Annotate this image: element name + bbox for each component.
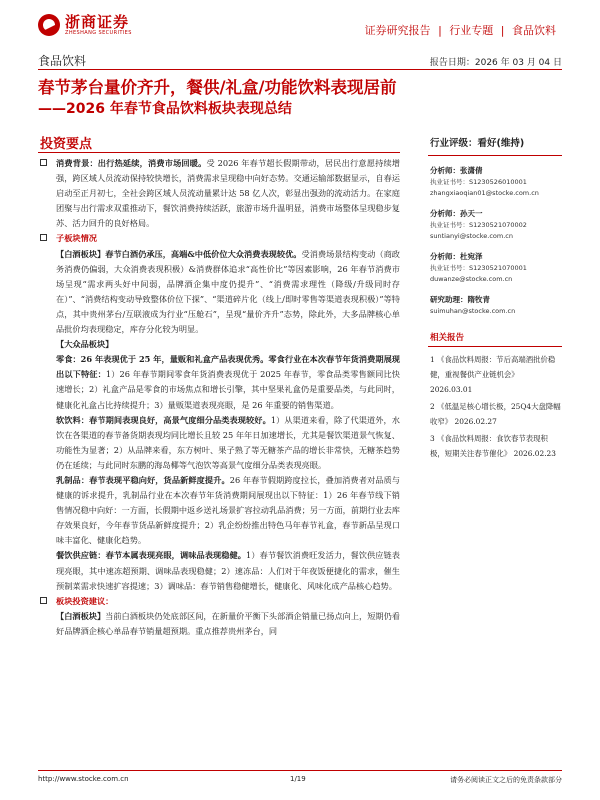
analyst-card (428, 156, 562, 199)
paragraph-text: 26 年春节假期跨度拉长，叠加消费者对品质与健康的诉求提升，乳制品行业在本次春节年货消费期间展现出以下特征：1）26 年春节线下销售情况稳中向好：一方面，长假期中返乡送礼场景扩容拉动乳品消费；另一方面，前期行业去库存效果良好，今年春节货品新鲜度提升；2）乳企纷纷推出特色马年春节礼盒，春节新品呈现口味丰富化、健康化趋势。 (56, 474, 400, 546)
paragraph-dairy (38, 473, 400, 548)
related-report-item[interactable]: 3 《食品饮料周报：食饮春节表现积极，短期关注春节催化》 2026.02.23 (430, 434, 556, 458)
paragraph-tag: 【大众品板块】 (56, 339, 114, 350)
analyst-name: 分析师：杜宛泽 (430, 252, 483, 261)
analyst-email[interactable]: suntianyi@stocke.com.cn (430, 232, 513, 240)
paragraph-investment-advice (38, 609, 400, 639)
paragraph-mass-consumer-tag (38, 337, 400, 352)
logo-chinese-name: 浙商证券 (65, 13, 130, 31)
nav-report-kind: 行业专题 (449, 24, 494, 37)
sidebar (428, 133, 562, 463)
page-header (0, 0, 600, 40)
analyst-card (428, 242, 562, 285)
paragraph-snacks (38, 352, 400, 412)
page-number: 1/19 (290, 775, 306, 783)
nav-separator: | (500, 24, 505, 37)
nav-sector: 食品饮料 (512, 24, 556, 37)
checkbox-bullet-icon (40, 234, 47, 241)
paragraph-tag: 【白酒板块】 (56, 248, 106, 259)
analyst-card (428, 199, 562, 242)
paragraph-text: 当前白酒板块仍处底部区间，在新量价平衡下头部酒企销量已扬点向上，短期仍看好品牌酒企核心单品春节销量超预期。重点推荐贵州茅台，同 (56, 610, 400, 636)
logo-english-name: ZHESHANG SECURITIES (65, 30, 132, 36)
report-title: 春节茅台量价齐升，餐供/礼盒/功能饮料表现居前 (38, 78, 397, 97)
paragraph-lead: 软饮料：春节期间表现良好，高景气度细分品类表现较好。 (56, 414, 271, 425)
paragraph-tag: 【白酒板块】 (56, 610, 106, 621)
logo-mark-icon (38, 14, 60, 36)
analyst-email[interactable]: suimuhan@stocke.com.cn (430, 307, 516, 315)
sector-label: 食品饮料 (38, 54, 87, 68)
subsection-title: 板块投资建议： (56, 595, 114, 606)
paragraph-text: 受消费场景结构变动（商政务消费仍偏弱，大众消费表现积极）&消费群体追求“高性价比”等因素影响，26 年春节消费市场呈现“需求两头好中间弱，品牌酒企集中度仍提升”、“消费需求理性（降级/升级同时存在）”、“消费结构变动导致整体价位下探”、“渠道碎片化（线上/即时零售等渠道表现积极）”等特点，其中贵州茅台/互联液成为行业“压舱石”，呈现“量价齐升”态势，除此外，大多品牌核心单品批价均表现稳定，库存分化较为明显。 (56, 248, 400, 335)
paragraph-baijiu (38, 247, 400, 338)
paragraph-lead: 餐饮供应链：春节本属表现亮眼，调味品表现稳健。 (56, 550, 247, 561)
analyst-cert: 执业证书号：S1230521070001 (430, 264, 527, 272)
subsection-heading (38, 231, 400, 246)
analyst-cert: 执业证书号：S1230526010001 (430, 178, 527, 186)
section-title: 投资要点 (40, 137, 93, 152)
related-reports-heading: 相关报告 (428, 331, 562, 347)
footer-divider (38, 770, 562, 771)
section-heading (38, 133, 400, 153)
paragraph-lead: 乳制品：春节表现平稳向好，货品新鲜度提升。 (56, 474, 230, 485)
analyst-cert: 执业证书号：S1230521070002 (430, 221, 527, 229)
company-logo (38, 14, 132, 36)
footer-website-link[interactable]: http://www.stocke.com.cn (38, 775, 129, 783)
subsection-investment-advice (38, 594, 400, 609)
report-subtitle: ——2026 年春节食品饮料板块表现总结 (38, 101, 292, 117)
paragraph-text: 1）春节餐饮消费旺发活力，餐饮供应链表现亮眼，其中速冻超预期、调味品表现稳健；2）速冻品：人们对于年夜饭便捷化的需求，催生预制菜需求快速扩容提速；3）调味品：春节销售稳健增长，健康化、风味化成产品核心趋势。 (56, 550, 400, 591)
analyst-email[interactable]: zhangxiaoqian01@stocke.com.cn (430, 189, 539, 197)
nav-report-type: 证券研究报告 (364, 24, 431, 37)
report-date: 报告日期：2026 年 03 月 04 日 (429, 58, 562, 68)
main-content (38, 156, 400, 639)
sector-bar (38, 50, 562, 70)
paragraph-catering-supply (38, 548, 400, 593)
related-reports-list (428, 352, 562, 461)
subsection-title: 子板块情况 (56, 233, 97, 244)
paragraph-lead: 消费背景：出行热延续，消费市场回暖。 (56, 158, 207, 168)
paragraph-lead: 春节白酒仍承压，高端&中低价位大众消费表现较优。 (105, 248, 302, 259)
paragraph-soft-drinks (38, 413, 400, 473)
checkbox-bullet-icon (40, 597, 47, 604)
industry-rating: 行业评级：看好(维持) (428, 133, 562, 156)
paragraph-consumption-background (38, 156, 400, 231)
checkbox-bullet-icon (40, 159, 47, 166)
analyst-email[interactable]: duwanze@stocke.com.cn (430, 275, 513, 283)
analyst-card (428, 285, 562, 317)
paragraph-text: 受 2026 年春节超长假期带动，居民出行意愿持续增强，跨区域人员流动保持较快增长，消费需求呈现稳中向好态势。交通运输部数据显示，自春运启动至正月初七，全社会跨区域人员流动量累计达 58 亿人次，彰显出强劲的流动活力。在家庭团聚与出行需求双重推动下，餐饮消费持续活跃，旅游市场升温明显，消费市场整体呈现稳步复苏、活力回升的良好格局。 (56, 158, 400, 229)
nav-separator: | (438, 24, 442, 37)
analyst-name: 分析师：孙天一 (430, 209, 483, 218)
related-report-item[interactable]: 2 《低温足核心增长极，25Q4大盘降幅收窄》 2026.02.27 (430, 402, 561, 426)
related-report-item[interactable]: 1 《食品饮料周报：节后高端酒批价稳健，重视餐供产业链机会》 2026.03.01 (430, 355, 556, 394)
analyst-name: 研究助理：隋牧青 (430, 295, 490, 304)
report-category-nav (365, 22, 556, 38)
paragraph-text: 1）26 年春节期间零食年货消费表现优于 2025 年春节，零食品类零售额同比快速增长；2）礼盒产品是零食的市场焦点和增长引擎，其中坚果礼盒仍是重要品类，与此同时，健康化礼盒占比持续提升；3）量贩渠道表现亮眼，是 26 年重要的销售渠道。 (56, 369, 400, 410)
paragraph-lead: 零食：26 年表现优于 25 年，量贩和礼盒产品表现优秀。零食行业在本次春节年货消费期展现出以下特征： (56, 354, 400, 380)
footer-disclaimer: 请务必阅读正文之后的免责条款部分 (450, 776, 562, 784)
analyst-name: 分析师：张潇倩 (430, 166, 483, 175)
paragraph-text: 1）从渠道来看，除了代渠道外，水饮在各渠道的春节备货期表现均同比增长且较 25 年年日加速增长，尤其是餐饮渠道景气恢复、功能性为显著；2）从品牌来看，东方树叶、果子熟了等无糖茶产品的增长非常快，无糖茶趋势仍在延续；与此同时东鹏的海岛椰等气泡饮等高景气度细分品类表现亮眼。 (56, 414, 400, 470)
